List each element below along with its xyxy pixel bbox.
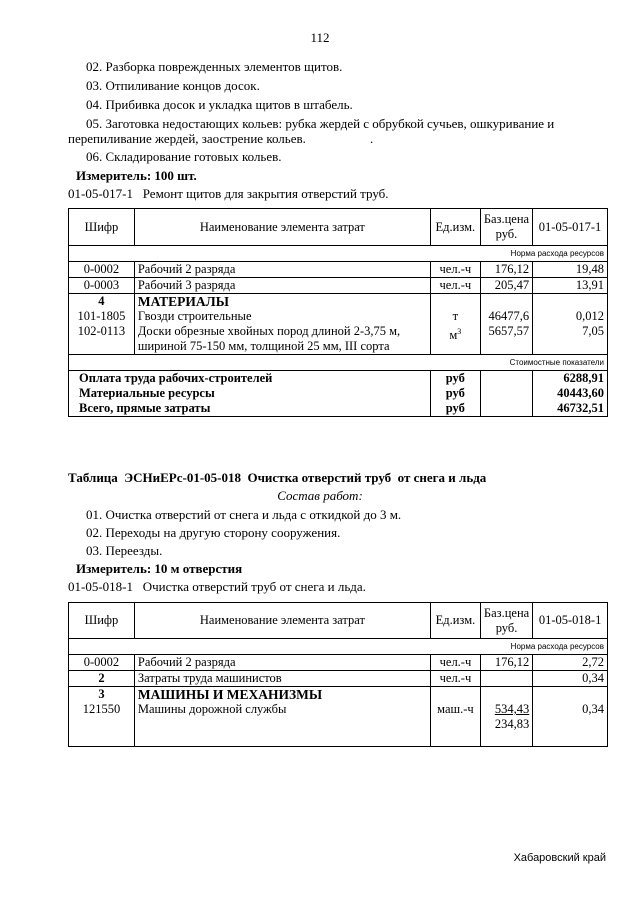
header-code: Шифр (69, 603, 135, 639)
table-row: 101-1805 Гвозди строительные т 46477,6 0,012 (69, 309, 608, 324)
table-row: 102-0113 Доски обрезные хвойных пород длиной 2-3,75 м, шириной 75-150 мм, толщиной 25 мм, III сорта $м^3$ 5657,57 7,05 (69, 324, 608, 355)
work-composition-title: Состав работ: (277, 488, 363, 503)
header-price: Баз.цена руб. (480, 603, 532, 639)
group-row: 4 МАТЕРИАЛЫ (69, 294, 608, 310)
measure-unit: Измеритель: 100 шт. (76, 168, 197, 183)
header-unit: Ед.изм. (430, 209, 480, 246)
header-name: Наименование элемента затрат (134, 603, 430, 639)
table-title: Таблица ЭСНиЕРс-01-05-018 Очистка отверстий труб от снега и льда (68, 470, 487, 485)
resource-table-1 (68, 208, 608, 417)
header-price: Баз.цена руб. (480, 209, 532, 246)
header-norm: 01-05-018-1 (533, 603, 608, 639)
work-step: 02. Разборка поврежденных элементов щитов. (86, 59, 343, 74)
work-step: 03. Отпиливание концов досок. (86, 78, 260, 93)
group-row: 2 Затраты труда машинистов чел.-ч 0,34 (69, 671, 608, 687)
header-name: Наименование элемента затрат (134, 209, 430, 246)
work-step: 02. Переходы на другую сторону сооружения. (86, 525, 341, 540)
norm-label: Норма расхода ресурсов (69, 246, 608, 262)
cost-label: Стоимостные показатели (69, 355, 608, 371)
table-row: 0-0002 Рабочий 2 разряда чел.-ч 176,12 2,72 (69, 655, 608, 671)
resource-table-2 (68, 602, 608, 747)
work-step: 01. Очистка отверстий от снега и льда с откидкой до 3 м. (86, 507, 402, 522)
work-step-continued: перепиливание жердей, заострение кольев. (68, 131, 306, 146)
table-row: 0-0002 Рабочий 2 разряда чел.-ч 176,12 19,48 (69, 262, 608, 278)
header-unit: Ед.изм. (430, 603, 480, 639)
work-step: 03. Переезды. (86, 543, 163, 558)
header-norm: 01-05-017-1 (533, 209, 608, 246)
work-step: 05. Заготовка недостающих кольев: рубка жердей с обрубкой сучьев, ошкуривание и (86, 116, 555, 131)
norm-code-line: 01-05-018-1 Очистка отверстий труб от снега и льда. (68, 579, 366, 594)
footer-region: Хабаровский край (513, 852, 606, 864)
work-step: 06. Складирование готовых кольев. (86, 149, 282, 164)
page-number: 112 (310, 30, 330, 45)
table-row: 121550 Машины дорожной службы маш.-ч 534,43 234,83 0,34 (69, 702, 608, 732)
total-row: Материальные ресурсы руб 40443,60 (69, 386, 608, 401)
work-step: 04. Прибивка досок и укладка щитов в штабель. (86, 97, 353, 112)
table-row: 0-0003 Рабочий 3 разряда чел.-ч 205,47 13,91 (69, 278, 608, 294)
measure-unit: Измеритель: 10 м отверстия (76, 561, 243, 576)
group-row: 3 МАШИНЫ И МЕХАНИЗМЫ (69, 687, 608, 703)
total-row: Оплата труда рабочих-строителей руб 6288,91 (69, 371, 608, 387)
header-code: Шифр (69, 209, 135, 246)
norm-code-line: 01-05-017-1 Ремонт щитов для закрытия отверстий труб. (68, 186, 389, 201)
total-row: Всего, прямые затраты руб 46732,51 (69, 401, 608, 417)
norm-label: Норма расхода ресурсов (69, 639, 608, 655)
stray-mark: . (370, 131, 374, 146)
